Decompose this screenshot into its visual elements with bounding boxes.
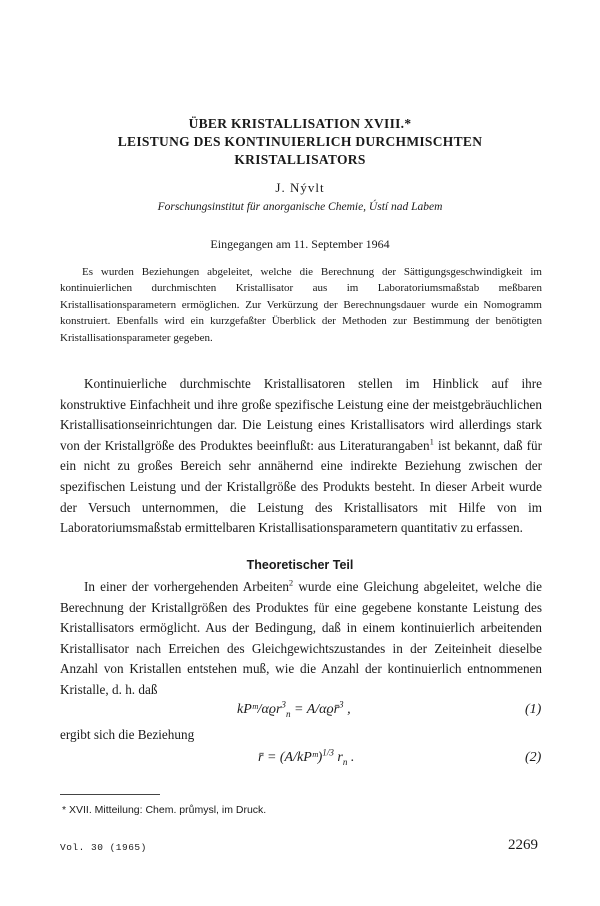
equation-2-exponent: 1/3 xyxy=(322,747,334,758)
abstract-text: Es wurden Beziehungen abgeleitet, welche die Berechnung der Sättigungsgeschwindigkeit im kontinuierlichen durchmischten Kristallisator aus im Laboratoriumsmaßstab meßbaren Kristallisationsparametern ermöglichen. Zur Verkürzung der Berechnungsdauer wurde ein Nomogramm konstruiert. Ebenfalls wird ein kurzgefaßter Überblick der Methoden zur Bestimmung der benötigten Kristallisationsparameter gegeben. xyxy=(60,266,542,344)
volume-label: Vol. 30 (1965) xyxy=(60,842,147,853)
title-line-2: LEISTUNG DES KONTINUIERLICH DURCHMISCHTEN xyxy=(117,134,483,149)
footnote: * XVII. Mitteilung: Chem. průmysl, im Druck. xyxy=(62,804,267,816)
intro-paragraph xyxy=(60,374,542,539)
title-line-3: KRISTALLISATORS xyxy=(234,152,366,167)
equation-1-tail: , xyxy=(343,702,351,717)
intro-section xyxy=(60,374,542,539)
equation-1-number: (1) xyxy=(525,702,542,717)
equation-1-lhs-exponent: 3 xyxy=(281,699,286,710)
equation-2-lhs: r̄ = (A/kPᵐ) xyxy=(258,750,323,765)
intro-text-a: Kontinuierliche durchmischte Kristallisatoren stellen im Hinblick auf ihre konstruktive Einfachheit und ihre große spezifische Leistung eine der meistgebräuchlichen Kristallisationseinrichtungen dar. Die Leistung eines Kristallisators wird allerdings stark von der Kristallgröße des Produktes beeinflußt: aus Literaturangaben xyxy=(60,376,542,453)
abstract xyxy=(60,264,542,346)
equation-1-rhs-exponent: 3 xyxy=(339,699,344,710)
received-date: Eingegangen am 11. September 1964 xyxy=(210,237,390,251)
equation-1-lhs: kPᵐ/αϱr xyxy=(237,702,282,717)
equation-1 xyxy=(237,699,351,719)
page-number: 2269 xyxy=(508,837,538,853)
equation-1-lhs-subscript: n xyxy=(285,708,291,719)
equation-2 xyxy=(258,747,355,767)
title-line-1: ÜBER KRISTALLISATION XVIII.* xyxy=(188,116,412,131)
author: J. Nývlt xyxy=(275,180,325,195)
reference-2: 2 xyxy=(288,577,294,588)
footnote-rule xyxy=(60,794,160,795)
theory-section xyxy=(60,577,542,701)
theory-paragraph xyxy=(60,577,542,701)
equation-2-tail: . xyxy=(347,750,355,765)
equation-2-mid: r xyxy=(333,750,343,765)
intro-text-b: ist bekannt, daß für ein nicht zu großes Bereich sehr annähernd eine indirekte Beziehung zwischen der spezifischen Leistung und der Kristallgröße des Produkts besteht. In dieser Arbeit wurde der Versuch unternommen, die Leistung des Kristallisators mit Hilfe von im Laboratoriumsmaßstab ermittelbaren Kristallisationsparametern quantitativ zu erfassen. xyxy=(60,437,542,536)
reference-1: 1 xyxy=(429,436,434,447)
equation-2-subscript: n xyxy=(342,756,348,767)
equation-2-lead: ergibt sich die Beziehung xyxy=(60,727,195,742)
equation-2-number: (2) xyxy=(525,750,542,765)
theory-text-a: In einer der vorhergehenden Arbeiten xyxy=(84,579,289,594)
equation-1-rhs: = A/αϱr̄ xyxy=(290,702,340,717)
affiliation: Forschungsinstitut für anorganische Chemie, Ústí nad Labem xyxy=(157,201,443,213)
theory-text-b: wurde eine Gleichung abgeleitet, welche die Berechnung der Kristallgrößen des Produktes für eine gegebene konstante Leistung des Kristallisators ermöglicht. Aus der Bedingung, daß in einem kontinuierlich arbeitenden Kristallisator nach Erreichen des Gleichgewichtszustandes in der Zeiteinheit dieselbe Anzahl von Kristallen entstehen muß, wie die Anzahl der kontinuierlich entnommenen Kristalle, d. h. daß xyxy=(60,579,543,697)
section-heading: Theoretischer Teil xyxy=(246,558,354,572)
